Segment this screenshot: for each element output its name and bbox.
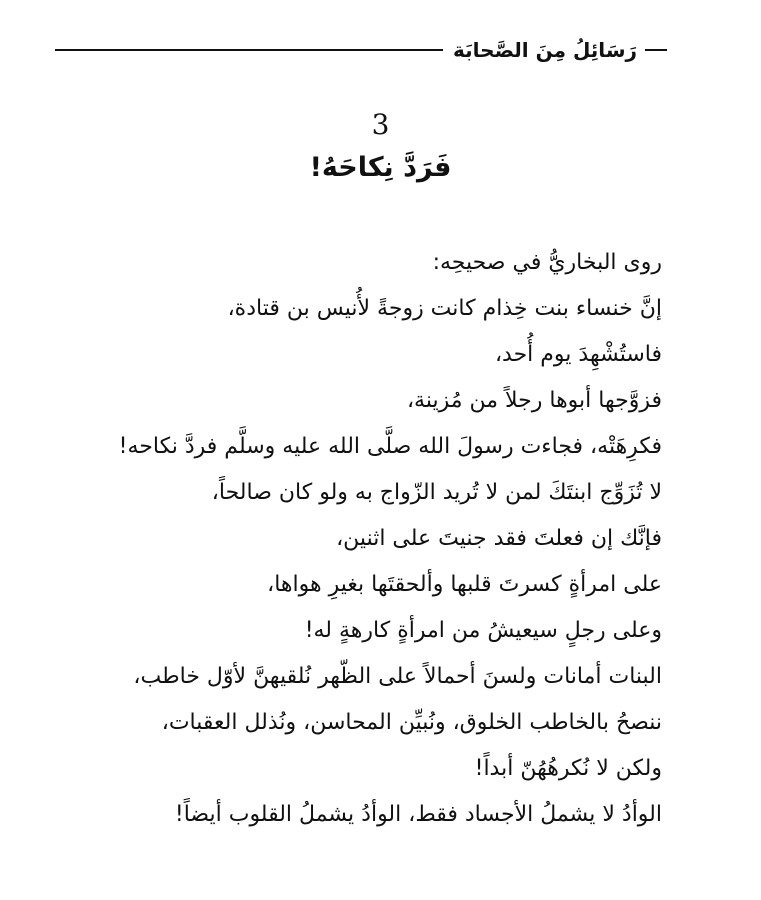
- body-line: لا تُزَوِّج ابنتَكَ لمن لا تُريد الزّواج به ولو كان صالحاً،: [211, 480, 662, 505]
- body-line: روى البخاريُّ في صحيحِه:: [432, 250, 662, 275]
- header-rule-right: [645, 49, 667, 51]
- body-line: فكرِهَتْه، فجاءت رسولَ الله صلَّى الله عليه وسلَّم فردَّ نكاحه!: [118, 434, 662, 459]
- body-text: [100, 240, 662, 838]
- chapter-number: 3: [371, 108, 390, 141]
- body-line: فاستُشْهِدَ يوم أُحد،: [494, 342, 662, 367]
- body-line: ننصحُ بالخاطب الخلوق، ونُبيِّن المحاسن، ونُذلل العقبات،: [161, 710, 662, 735]
- body-line: البنات أمانات ولسنَ أحمالاً على الظّهر نُلقيهنَّ لأوّل خاطب،: [133, 664, 662, 689]
- running-header: [55, 30, 667, 70]
- body-line: فإنَّك إن فعلتَ فقد جنيتَ على اثنين،: [336, 526, 662, 551]
- body-line: على امرأةٍ كسرتَ قلبها وألحقتَها بغيرِ هواها،: [267, 572, 662, 597]
- body-line: ولكن لا نُكرهُهُنّ أبداً!: [474, 756, 662, 781]
- body-line: إنَّ خنساء بنت خِذام كانت زوجةً لأُنيس بن قتادة،: [227, 296, 662, 321]
- chapter-title: فَرَدَّ نِكاحَهُ!: [309, 152, 452, 183]
- body-line: الوأدُ لا يشملُ الأجساد فقط، الوأدُ يشملُ القلوب أيضاً!: [174, 802, 662, 827]
- body-line: فزوَّجها أبوها رجلاً من مُزينة،: [406, 388, 662, 413]
- header-rule-left: [55, 49, 443, 51]
- header-title: رَسَائِلُ مِنَ الصَّحابَة: [453, 38, 637, 62]
- body-line: وعلى رجلٍ سيعيشُ من امرأةٍ كارهةٍ له!: [304, 618, 662, 643]
